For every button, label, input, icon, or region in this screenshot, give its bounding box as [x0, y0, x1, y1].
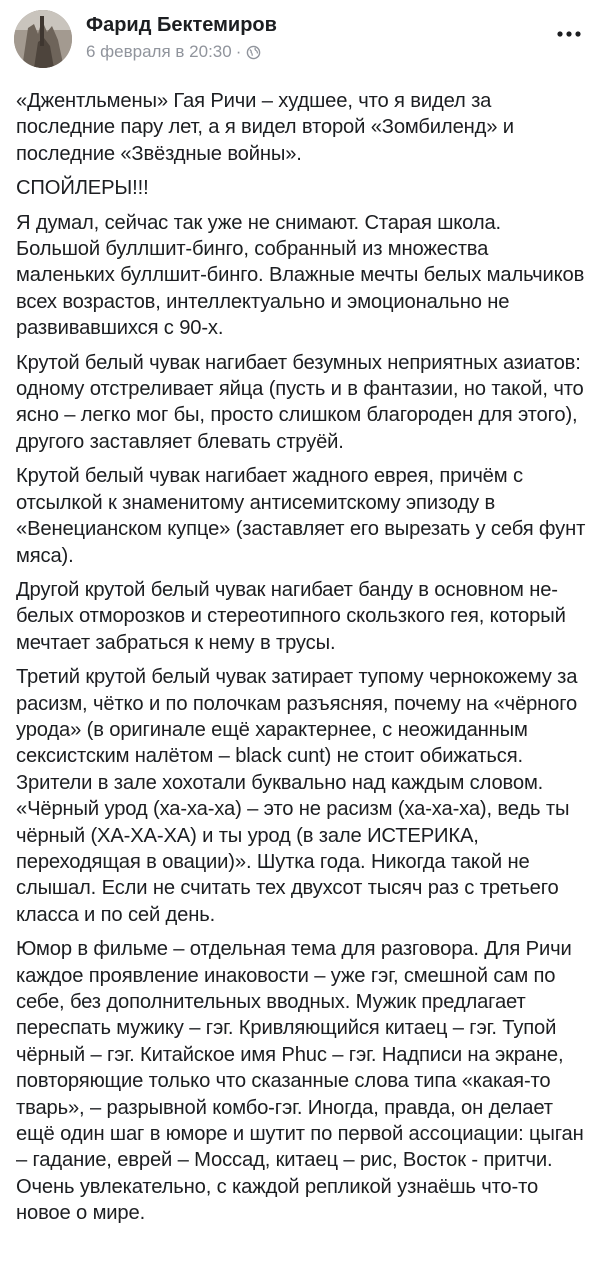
post-paragraph: «Джентльмены» Гая Ричи – худшее, что я видел за последние пару лет, а я видел второй «Зомбиленд» и последние «Звёздные войны».: [16, 90, 514, 165]
post-paragraph: Третий крутой белый чувак затирает тупому чернокожему за расизм, чётко и по полочкам разъясняя, почему на «чёрного урода» (в оригинале ещё характернее, с неожиданным сексистским налётом – black cunt) не стоит обижаться. Зрители в зале хохотали буквально над каждым словом. «Чёрный урод (ха-ха-ха) – это не расизм (ха-ха-ха), ведь ты чёрный (ХА-ХА-ХА) и ты урод (в зале ИСТЕРИКА, переходящая в овации)». Шутка года. Никогда такой не слышал. Если не считать тех двухсот тысяч раз с третьего класса и по сей день.: [16, 666, 578, 926]
post-paragraph: Другой крутой белый чувак нагибает банду в основном не-белых отморозков и стереотипного скользкого гея, который мечтает забраться к нему в трусы.: [16, 578, 566, 654]
meta-separator: ·: [235, 42, 242, 61]
post-timestamp[interactable]: 6 февраля в 20:30: [86, 42, 232, 61]
post-paragraph: Юмор в фильме – отдельная тема для разговора. Для Ричи каждое проявление инаковости – уже гэг, смешной сам по себе, без дополнительных вводных. Мужик предлагает переспать мужику – гэг. Кривляющийся китаец – гэг. Тупой чёрный – гэг. Китайское имя Phuc – гэг. Надписи на экране, повторяющие только что сказанные слова типа «какая-то тварь», – разрывной комбо-гэг. Иногда, правда, он делает ещё один шаг в юморе и шутит по первой ассоциации: цыган – гадание, еврей – Моссад, китаец – рис, Восток - притчи. Очень увлекательно, с каждой репликой узнаёшь что-то новое о мире.: [16, 938, 584, 1225]
post-paragraph: Крутой белый чувак нагибает жадного еврея, причём с отсылкой к знаменитому антисемитскому эпизоду в «Венецианском купце» (заставляет его вырезать у себя фунт мяса).: [16, 465, 586, 567]
avatar-photo-icon: [14, 10, 72, 68]
post-header: [0, 0, 600, 80]
post-meta: [86, 42, 261, 62]
author-name[interactable]: Фарид Бектемиров: [86, 14, 277, 36]
globe-icon[interactable]: [246, 45, 261, 60]
post-paragraph: Крутой белый чувак нагибает безумных неприятных азиатов: одному отстреливает яйца (пусть и в фантазии, но такой, что ясно – легко мог бы, просто слишком благороден для этого), другого заставляет блевать струёй.: [16, 351, 584, 453]
more-dots-icon[interactable]: [556, 24, 582, 44]
post-paragraph: Я думал, сейчас так уже не снимают. Старая школа. Большой буллшит-бинго, собранный из множества маленьких буллшит-бинго. Влажные мечты белых мальчиков всех возрастов, интеллектуально и эмоционально не развивавшихся с 90-х.: [16, 211, 585, 340]
post-paragraph: СПОЙЛЕРЫ!!!: [16, 177, 149, 200]
post-body: [16, 88, 586, 1235]
avatar[interactable]: [14, 10, 72, 68]
